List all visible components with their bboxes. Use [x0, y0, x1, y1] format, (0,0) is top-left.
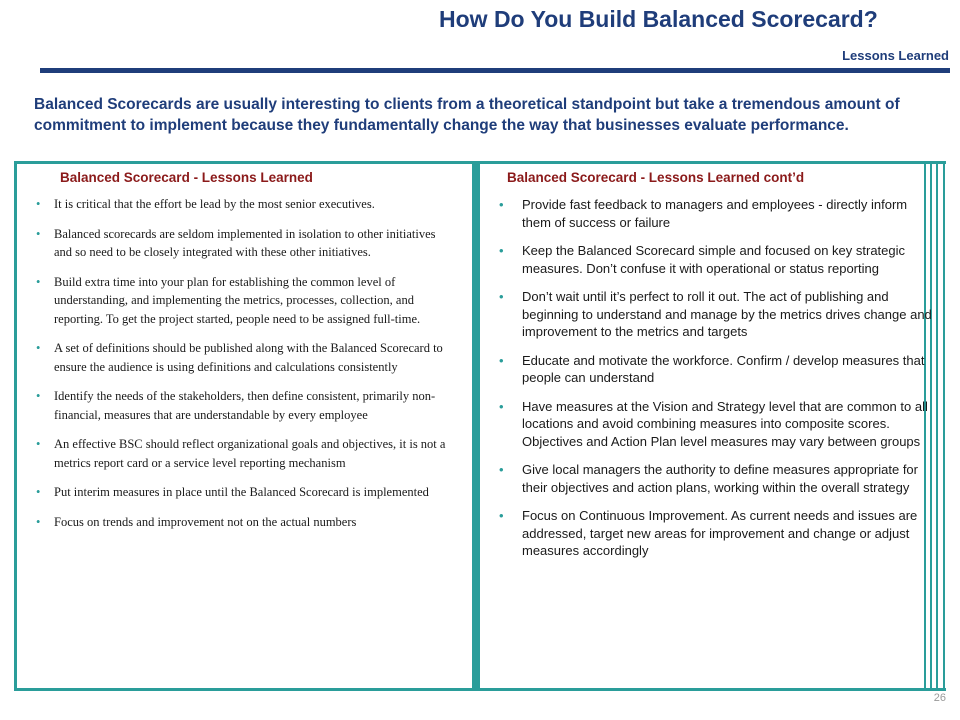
list-item: • Focus on trends and improvement not on the actual numbers [30, 513, 455, 532]
slide-subtitle: Lessons Learned [842, 48, 949, 63]
list-item: • Don’t wait until it’s perfect to roll it out. The act of publishing and beginning to understand and manage by the metrics drives change and improvement to the metrics and targets [474, 288, 932, 341]
page-number: 26 [933, 692, 946, 704]
frame-right-border [936, 163, 938, 690]
frame-bottom-border [14, 688, 946, 691]
list-item: • An effective BSC should reflect organizational goals and objectives, it is not a metrics report card or a service level reporting mechanism [30, 435, 455, 472]
list-item: • Identify the needs of the stakeholders, then define consistent, primarily non-financial, measures that are understandable by every employee [30, 387, 455, 424]
right-column-heading: Balanced Scorecard - Lessons Learned cont’d [507, 170, 805, 185]
list-item: • Provide fast feedback to managers and employees - directly inform them of success or failure [474, 196, 932, 231]
left-lessons-list [30, 195, 455, 542]
frame-top-border [14, 161, 946, 164]
right-lessons-list [474, 196, 932, 571]
list-item: • Build extra time into your plan for establishing the common level of understanding, and implementing the metrics, processes, collection, and reporting. To get the project started, people need to be assigned full-time. [30, 273, 455, 329]
list-item: • Keep the Balanced Scorecard simple and focused on key strategic measures. Don’t confuse it with operational or status reporting [474, 242, 932, 277]
frame-right-border [943, 163, 945, 690]
list-item: • It is critical that the effort be lead by the most senior executives. [30, 195, 455, 214]
list-item: • Have measures at the Vision and Strategy level that are common to all locations and avoid combining measures into composite scores. Objectives and Action Plan level measures may vary between groups [474, 398, 932, 451]
list-item: • Balanced scorecards are seldom implemented in isolation to other initiatives and so need to be closely integrated with these other initiatives. [30, 225, 455, 262]
list-item: • A set of definitions should be published along with the Balanced Scorecard to ensure the audience is using definitions and calculations consistently [30, 339, 455, 376]
frame-left-border [14, 161, 17, 691]
list-item: • Put interim measures in place until the Balanced Scorecard is implemented [30, 483, 455, 502]
title-rule [40, 68, 950, 73]
list-item: • Focus on Continuous Improvement. As current needs and issues are addressed, target new areas for improvement and change or adjust measures accordingly [474, 507, 932, 560]
left-column-heading: Balanced Scorecard - Lessons Learned [60, 170, 313, 185]
intro-text: Balanced Scorecards are usually interesting to clients from a theoretical standpoint but take a tremendous amount of commitment to implement because they fundamentally change the way that businesses evaluate performance. [34, 96, 900, 134]
slide-title: How Do You Build Balanced Scorecard? [439, 6, 878, 32]
list-item: • Give local managers the authority to define measures appropriate for their objectives and action plans, working within the overall strategy [474, 461, 932, 496]
list-item: • Educate and motivate the workforce. Confirm / develop measures that people can understand [474, 352, 932, 387]
